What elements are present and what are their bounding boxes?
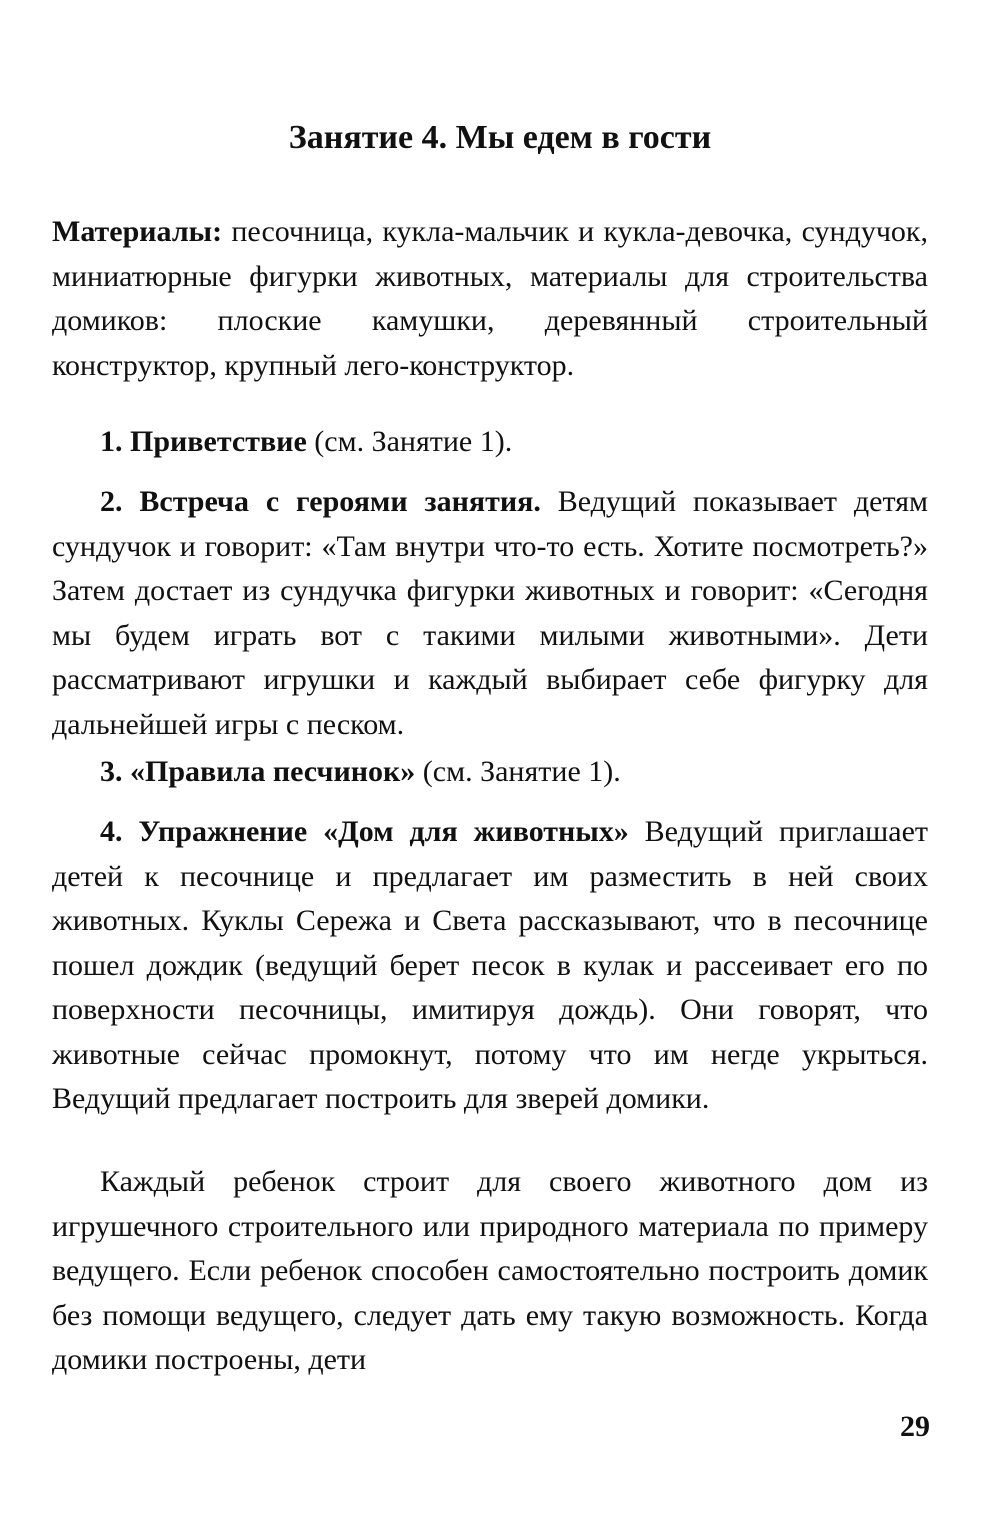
section-meeting-heroes bbox=[52, 480, 928, 747]
section-heading: 4. Упражнение «Дом для животных» bbox=[100, 815, 629, 848]
materials-label: Материалы: bbox=[52, 215, 223, 248]
section-greeting bbox=[52, 420, 928, 465]
section-text: Ведущий приглашает детей к песочнице и предлагает им разместить в ней своих животных. Куклы Сережа и Света рассказывают, что в песочнице пошел дождик (ведущий берет песок в кулак и рассеивает его по поверхности песочницы, имитируя дождь). Они говорят, что животные сейчас промокнут, потому что им негде укрыться. Ведущий предлагает построить для зверей домики. bbox=[52, 815, 928, 1115]
section-heading: 2. Встреча с героями занятия. bbox=[100, 485, 541, 518]
section-text: (см. Занятие 1). bbox=[306, 425, 513, 458]
paragraph-text: Каждый ребенок строит для своего животного дом из игрушечного строительного или природного материала по примеру ведущего. Если ребенок способен самостоятельно построить домик без помощи ведущего, следует дать ему такую возможность. Когда домики построены, дети bbox=[52, 1165, 928, 1376]
section-heading: 1. Приветствие bbox=[100, 425, 307, 458]
section-text: (см. Занятие 1). bbox=[415, 755, 621, 788]
materials-text: песочница, кукла-мальчик и кукла-девочка, сундучок, миниатюрные фигурки животных, материалы для строительства домиков: плоские камушки, деревянный строительный конструктор, крупный лего-конструктор. bbox=[52, 215, 928, 382]
section-sand-rules bbox=[52, 750, 928, 795]
section-heading: 3. «Правила песчинок» bbox=[100, 755, 416, 788]
page-number: 29 bbox=[900, 1410, 930, 1443]
paragraph-building-houses bbox=[52, 1160, 928, 1383]
section-text: Ведущий показывает детям сундучок и говорит: «Там внутри что-то есть. Хотите посмотреть?» Затем достает из сундучка фигурки животных и говорит: «Сегодня мы будем играть вот с такими милыми животными». Дети рассматривают игрушки и каждый выбирает себе фигурку для дальнейшей игры с песком. bbox=[52, 485, 928, 741]
materials-paragraph bbox=[52, 210, 928, 388]
lesson-title: Занятие 4. Мы едем в гости bbox=[288, 119, 712, 156]
section-animal-house-exercise bbox=[52, 810, 928, 1122]
